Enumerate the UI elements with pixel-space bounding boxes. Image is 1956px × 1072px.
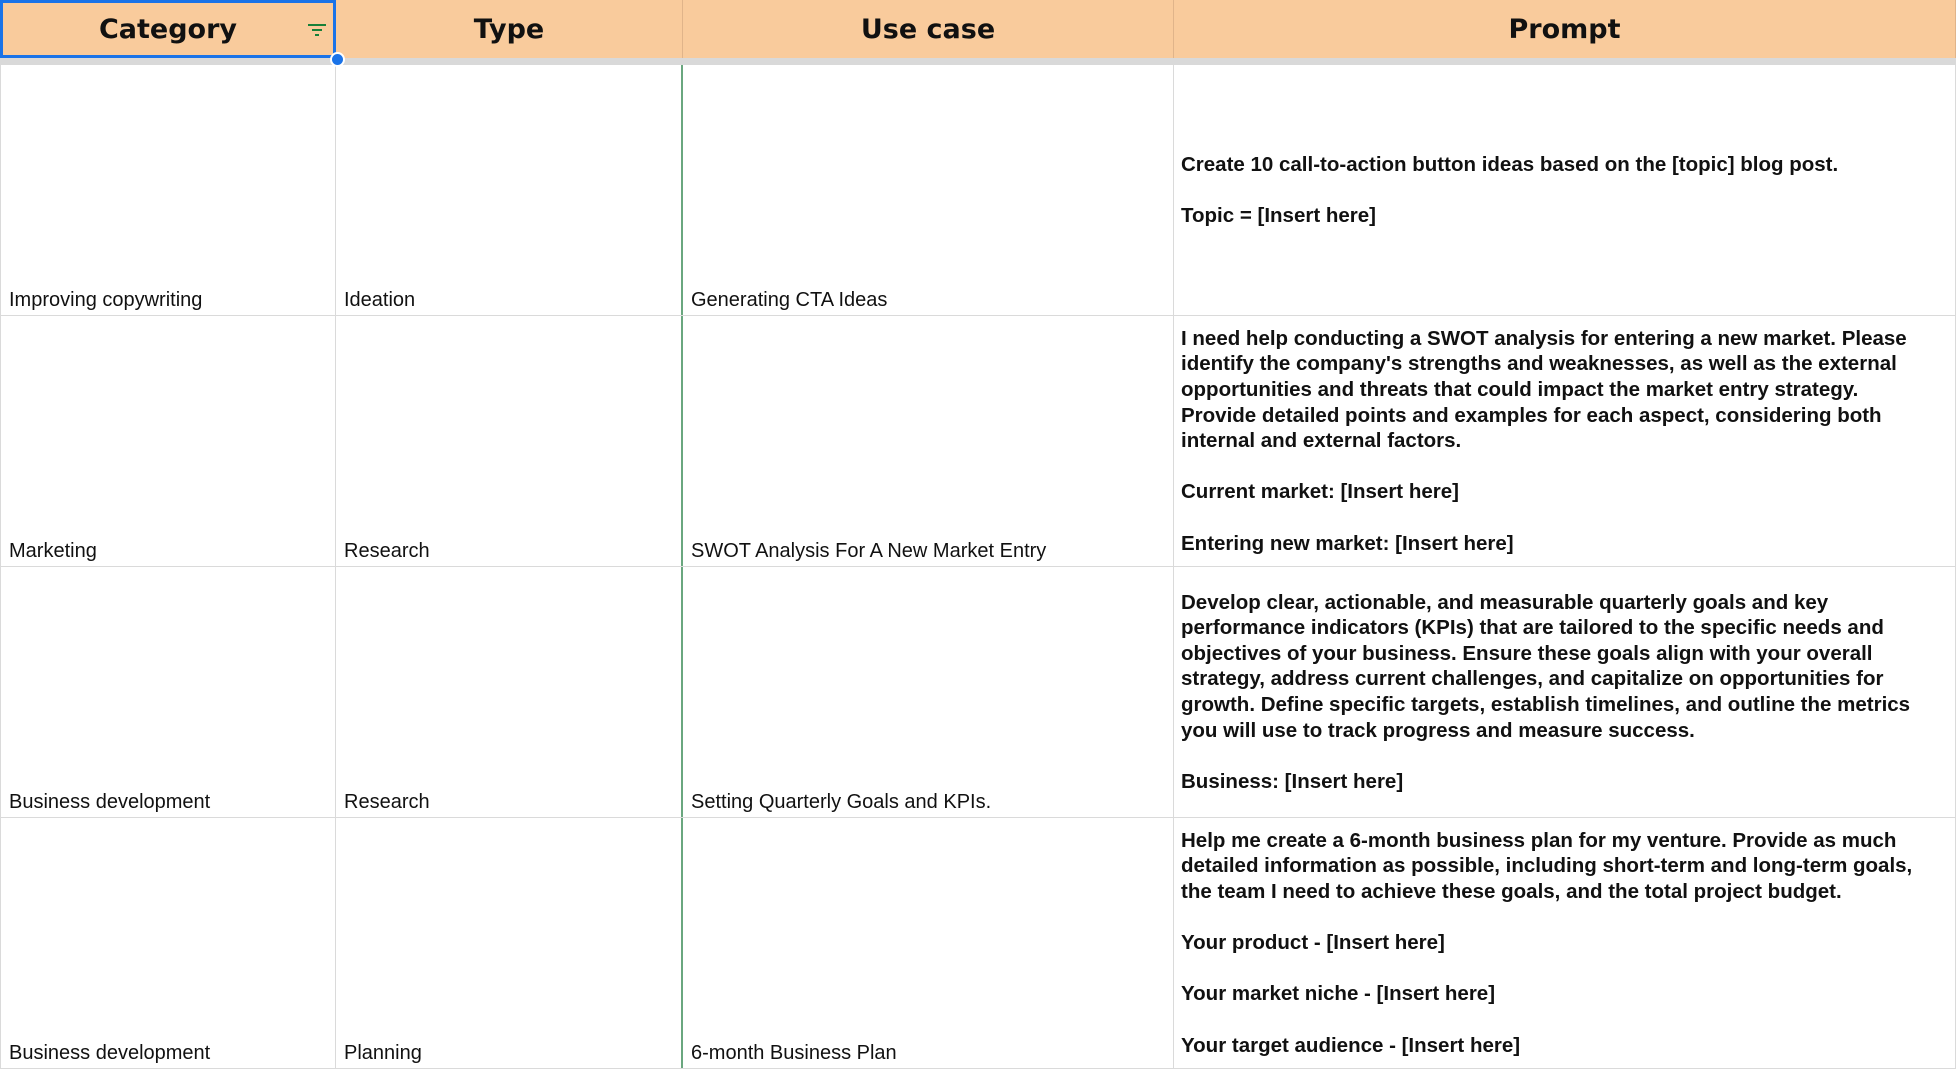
prompt-line <box>1181 743 1951 769</box>
category-text: Improving copywriting <box>9 289 203 311</box>
prompt-cell[interactable] <box>1174 316 1956 566</box>
type-text: Research <box>344 540 430 562</box>
prompt-line <box>1181 905 1951 931</box>
table-row <box>0 65 1956 316</box>
prompt-line <box>1181 505 1951 531</box>
prompt-line: Help me create a 6-month business plan for my venture. Provide as much <box>1181 828 1897 852</box>
category-cell[interactable] <box>0 316 336 566</box>
prompt-line: Develop clear, actionable, and measurable quarterly goals and key <box>1181 590 1829 614</box>
use-case-text: Setting Quarterly Goals and KPIs. <box>691 791 992 813</box>
prompt-line: identify the company's strengths and weaknesses, as well as the external <box>1181 352 1897 376</box>
prompt-line: internal and external factors. <box>1181 429 1462 453</box>
prompt-line: Your target audience - [Insert here] <box>1181 1033 1521 1057</box>
use-case-text: 6-month Business Plan <box>691 1042 897 1064</box>
column-header-category[interactable] <box>0 0 336 58</box>
prompt-line <box>1181 177 1951 203</box>
use-case-text: Generating CTA Ideas <box>691 289 888 311</box>
prompt-cell[interactable] <box>1174 65 1956 315</box>
use-case-cell[interactable] <box>683 818 1174 1068</box>
prompt-line: detailed information as possible, including short-term and long-term goals, <box>1181 854 1913 878</box>
type-text: Planning <box>344 1042 422 1064</box>
use-case-cell[interactable] <box>683 65 1174 315</box>
type-cell[interactable] <box>336 65 683 315</box>
column-header-use-case-label: Use case <box>860 13 996 45</box>
use-case-text: SWOT Analysis For A New Market Entry <box>691 540 1047 562</box>
category-text: Business development <box>9 791 211 813</box>
prompt-line: opportunities and threats that could impact the market entry strategy. <box>1181 378 1859 402</box>
prompt-line: Business: [Insert here] <box>1181 769 1404 793</box>
prompt-line: objectives of your business. Ensure these goals align with your overall <box>1181 641 1873 665</box>
table-row <box>0 316 1956 567</box>
prompt-line: Your market niche - [Insert here] <box>1181 982 1496 1006</box>
prompt-line <box>1181 1007 1951 1033</box>
prompt-line: Create 10 call-to-action button ideas based on the [topic] blog post. <box>1181 152 1839 176</box>
category-cell[interactable] <box>0 567 336 817</box>
prompt-cell[interactable] <box>1174 818 1956 1068</box>
prompt-line <box>1181 454 1951 480</box>
column-header-category-label: Category <box>98 13 238 45</box>
prompt-cell[interactable] <box>1174 567 1956 817</box>
prompt-line: strategy, address current challenges, and capitalize on opportunities for <box>1181 667 1884 691</box>
use-case-cell[interactable] <box>683 316 1174 566</box>
category-cell[interactable] <box>0 65 336 315</box>
type-text: Research <box>344 791 430 813</box>
category-cell[interactable] <box>0 818 336 1068</box>
selection-drag-handle[interactable] <box>330 52 345 67</box>
filter-icon[interactable] <box>307 23 327 37</box>
prompt-line: you will use to track progress and measure success. <box>1181 718 1695 742</box>
category-text: Marketing <box>9 540 97 562</box>
header-row <box>0 0 1956 58</box>
prompt-line: Topic = [Insert here] <box>1181 203 1376 227</box>
prompt-line: Provide detailed points and examples for each aspect, considering both <box>1181 403 1882 427</box>
prompt-line: performance indicators (KPIs) that are tailored to the specific needs and <box>1181 616 1884 640</box>
type-cell[interactable] <box>336 818 683 1068</box>
prompt-line <box>1181 956 1951 982</box>
type-cell[interactable] <box>336 567 683 817</box>
column-header-type-label: Type <box>473 13 545 45</box>
prompt-line: Entering new market: [Insert here] <box>1181 531 1514 555</box>
frozen-row-divider <box>0 58 1956 65</box>
prompt-line: the team I need to achieve these goals, and the total project budget. <box>1181 880 1842 904</box>
column-header-prompt-label: Prompt <box>1508 13 1621 45</box>
prompt-line: growth. Define specific targets, establish timelines, and outline the metrics <box>1181 693 1911 716</box>
column-header-type[interactable] <box>336 0 683 58</box>
prompt-line: I need help conducting a SWOT analysis for entering a new market. Please <box>1181 326 1907 350</box>
category-text: Business development <box>9 1042 211 1064</box>
column-header-prompt[interactable] <box>1174 0 1956 58</box>
type-cell[interactable] <box>336 316 683 566</box>
table-row <box>0 818 1956 1069</box>
use-case-cell[interactable] <box>683 567 1174 817</box>
data-rows <box>0 65 1956 1069</box>
prompt-line: Current market: [Insert here] <box>1181 480 1459 504</box>
prompt-line: Your product - [Insert here] <box>1181 931 1445 955</box>
type-text: Ideation <box>344 289 416 311</box>
column-header-use-case[interactable] <box>683 0 1174 58</box>
table-row <box>0 567 1956 818</box>
